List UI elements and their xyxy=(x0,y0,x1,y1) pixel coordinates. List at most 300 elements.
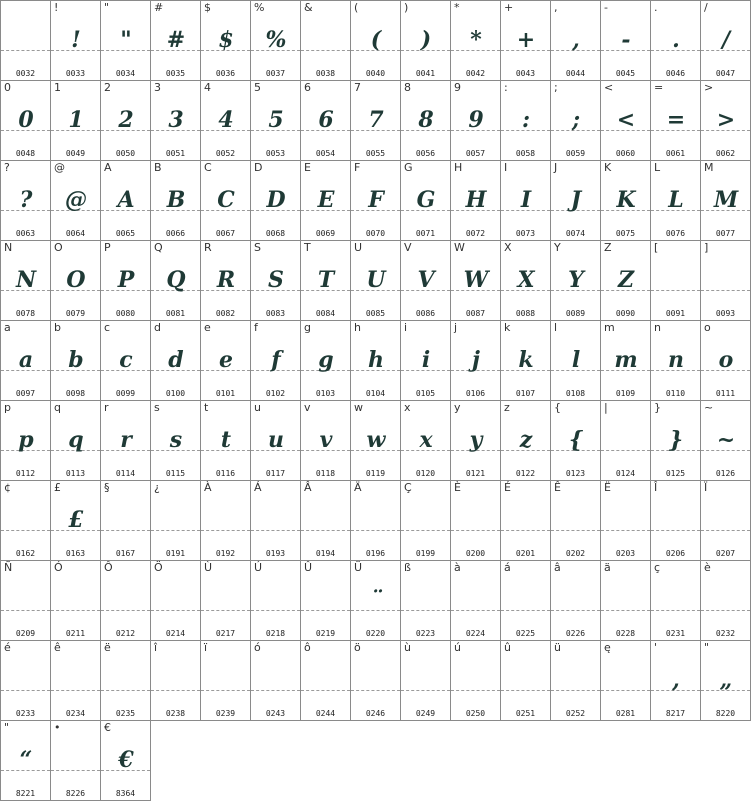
character-code: 0055 xyxy=(365,149,386,158)
character-code: 0167 xyxy=(115,549,136,558)
character-code: 0113 xyxy=(65,469,86,478)
reference-character: À xyxy=(204,481,212,494)
character-code: 0090 xyxy=(615,309,636,318)
glyph-cell xyxy=(501,81,551,161)
baseline-guide xyxy=(101,690,150,691)
reference-character: Ê xyxy=(554,481,561,494)
character-code: 0057 xyxy=(465,149,486,158)
glyph-cell xyxy=(651,81,701,161)
glyph-cell xyxy=(651,241,701,321)
font-glyph-sample: 2 xyxy=(118,107,133,133)
font-glyph-sample: S xyxy=(268,267,283,293)
baseline-guide xyxy=(451,690,500,691)
character-code: 0088 xyxy=(515,309,536,318)
reference-character: j xyxy=(454,321,458,334)
reference-character: L xyxy=(654,161,661,174)
font-glyph-sample: P xyxy=(117,267,134,293)
glyph-cell xyxy=(201,321,251,401)
font-glyph-sample: b xyxy=(68,347,83,373)
font-glyph-sample: £ xyxy=(68,507,83,533)
reference-character: Z xyxy=(604,241,612,254)
glyph-cell xyxy=(651,561,701,641)
reference-character: • xyxy=(54,721,61,734)
font-glyph-sample: Q xyxy=(166,267,185,293)
glyph-cell xyxy=(151,641,201,721)
glyph-cell xyxy=(351,241,401,321)
character-code: 0047 xyxy=(715,69,736,78)
reference-character: Ü xyxy=(354,561,363,574)
font-glyph-sample: K xyxy=(616,187,635,213)
glyph-cell xyxy=(451,241,501,321)
baseline-guide xyxy=(701,610,750,611)
reference-character: € xyxy=(104,721,111,734)
character-code: 8364 xyxy=(115,789,136,798)
glyph-cell xyxy=(51,721,101,801)
baseline-guide xyxy=(701,290,750,291)
reference-character: Î xyxy=(654,481,658,494)
character-code: 0217 xyxy=(215,629,236,638)
glyph-cell xyxy=(201,1,251,81)
font-glyph-sample: / xyxy=(721,27,730,53)
baseline-guide xyxy=(601,690,650,691)
character-code: 0220 xyxy=(365,629,386,638)
font-glyph-sample: < xyxy=(616,107,635,133)
glyph-cell xyxy=(601,641,651,721)
glyph-cell xyxy=(701,481,751,561)
baseline-guide xyxy=(601,530,650,531)
reference-character: ä xyxy=(604,561,611,574)
glyph-cell xyxy=(401,321,451,401)
glyph-cell xyxy=(651,1,701,81)
baseline-guide xyxy=(51,690,100,691)
font-glyph-sample: M xyxy=(713,187,738,213)
character-code: 0074 xyxy=(565,229,586,238)
character-code: 0117 xyxy=(265,469,286,478)
reference-character: 1 xyxy=(54,81,61,94)
character-code: 0119 xyxy=(365,469,386,478)
glyph-cell xyxy=(301,321,351,401)
reference-character: R xyxy=(204,241,212,254)
glyph-cell xyxy=(1,241,51,321)
character-code: 0107 xyxy=(515,389,536,398)
character-code: 0104 xyxy=(365,389,386,398)
character-code: 0109 xyxy=(615,389,636,398)
glyph-cell xyxy=(601,161,651,241)
reference-character: @ xyxy=(54,161,65,174)
reference-character: Ô xyxy=(104,561,113,574)
baseline-guide xyxy=(651,290,700,291)
character-code: 0206 xyxy=(665,549,686,558)
character-code: 0032 xyxy=(15,69,36,78)
font-glyph-sample: 7 xyxy=(368,107,383,133)
character-code: 0223 xyxy=(415,629,436,638)
glyph-cell xyxy=(701,401,751,481)
glyph-cell xyxy=(351,401,401,481)
baseline-guide xyxy=(1,530,50,531)
glyph-cell xyxy=(351,161,401,241)
glyph-cell xyxy=(301,1,351,81)
baseline-guide xyxy=(451,530,500,531)
character-code: 0112 xyxy=(15,469,36,478)
reference-character: 0 xyxy=(4,81,11,94)
baseline-guide xyxy=(1,690,50,691)
glyph-cell xyxy=(51,321,101,401)
character-code: 0100 xyxy=(165,389,186,398)
character-code: 0199 xyxy=(415,549,436,558)
reference-character: Â xyxy=(304,481,312,494)
font-glyph-sample: 8 xyxy=(418,107,433,133)
character-code: 0081 xyxy=(165,309,186,318)
reference-character: ï xyxy=(204,641,208,654)
character-code: 0044 xyxy=(565,69,586,78)
reference-character: ó xyxy=(254,641,261,654)
reference-character: ) xyxy=(404,1,409,14)
reference-character: = xyxy=(654,81,664,94)
character-code: 0034 xyxy=(115,69,136,78)
character-code: 0163 xyxy=(65,549,86,558)
font-glyph-sample: W xyxy=(463,267,488,293)
character-code: 0202 xyxy=(565,549,586,558)
reference-character: C xyxy=(204,161,212,174)
glyph-cell xyxy=(651,481,701,561)
glyph-cell xyxy=(351,481,401,561)
glyph-cell xyxy=(401,241,451,321)
font-glyph-sample: “ xyxy=(19,747,32,773)
reference-character: m xyxy=(604,321,615,334)
glyph-cell xyxy=(201,481,251,561)
baseline-guide xyxy=(301,50,350,51)
font-glyph-sample: E xyxy=(317,187,334,213)
reference-character: Ó xyxy=(54,561,63,574)
character-code: 0116 xyxy=(215,469,236,478)
reference-character: p xyxy=(4,401,11,414)
reference-character: b xyxy=(54,321,61,334)
character-code: 0203 xyxy=(615,549,636,558)
reference-character: v xyxy=(304,401,311,414)
baseline-guide xyxy=(151,610,200,611)
baseline-guide xyxy=(1,610,50,611)
glyph-cell xyxy=(1,481,51,561)
character-code: 0063 xyxy=(15,229,36,238)
character-code: 0061 xyxy=(665,149,686,158)
character-code: 0219 xyxy=(315,629,336,638)
glyph-cell xyxy=(551,481,601,561)
baseline-guide xyxy=(501,530,550,531)
reference-character: Ö xyxy=(154,561,163,574)
baseline-guide xyxy=(201,690,250,691)
character-code: 0122 xyxy=(515,469,536,478)
font-glyph-sample: % xyxy=(265,27,286,53)
font-glyph-sample: r xyxy=(120,427,131,453)
reference-character: È xyxy=(454,481,461,494)
baseline-guide xyxy=(501,690,550,691)
font-glyph-sample: @ xyxy=(65,187,86,213)
character-code: 0252 xyxy=(565,709,586,718)
character-code: 0200 xyxy=(465,549,486,558)
glyph-cell xyxy=(301,241,351,321)
reference-character: G xyxy=(404,161,413,174)
reference-character: ê xyxy=(54,641,61,654)
character-code: 0118 xyxy=(315,469,336,478)
font-glyph-sample: U xyxy=(366,267,385,293)
font-glyph-sample: , xyxy=(572,27,579,53)
reference-character: f xyxy=(254,321,258,334)
font-glyph-sample: N xyxy=(15,267,36,293)
baseline-guide xyxy=(551,530,600,531)
glyph-cell xyxy=(251,561,301,641)
character-code: 0207 xyxy=(715,549,736,558)
glyph-cell xyxy=(701,321,751,401)
font-glyph-sample: 3 xyxy=(168,107,183,133)
font-glyph-sample: t xyxy=(220,427,231,453)
glyph-cell xyxy=(401,641,451,721)
character-code: 8226 xyxy=(65,789,86,798)
glyph-cell xyxy=(301,161,351,241)
character-code: 0099 xyxy=(115,389,136,398)
character-code: 0125 xyxy=(665,469,686,478)
character-code: 0067 xyxy=(215,229,236,238)
glyph-cell xyxy=(251,481,301,561)
font-glyph-sample: F xyxy=(368,187,383,213)
character-code: 0162 xyxy=(15,549,36,558)
font-glyph-sample: Y xyxy=(568,267,583,293)
font-glyph-sample: s xyxy=(169,427,182,453)
font-glyph-sample: J xyxy=(570,187,581,213)
reference-character: h xyxy=(354,321,361,334)
reference-character: ; xyxy=(554,81,558,94)
glyph-cell xyxy=(151,561,201,641)
character-code: 0050 xyxy=(115,149,136,158)
glyph-cell xyxy=(101,321,151,401)
reference-character: w xyxy=(354,401,363,414)
reference-character: 9 xyxy=(454,81,461,94)
font-glyph-sample: B xyxy=(166,187,185,213)
reference-character: E xyxy=(304,161,311,174)
reference-character: Á xyxy=(254,481,262,494)
font-glyph-sample: ; xyxy=(571,107,580,133)
character-code: 0080 xyxy=(115,309,136,318)
character-code: 0084 xyxy=(315,309,336,318)
character-code: 0040 xyxy=(365,69,386,78)
character-code: 0071 xyxy=(415,229,436,238)
reference-character: 2 xyxy=(104,81,111,94)
glyph-cell xyxy=(101,1,151,81)
reference-character: S xyxy=(254,241,261,254)
character-code: 0043 xyxy=(515,69,536,78)
glyph-cell xyxy=(401,481,451,561)
glyph-cell xyxy=(51,1,101,81)
character-code: 0033 xyxy=(65,69,86,78)
reference-character: ô xyxy=(304,641,311,654)
glyph-cell xyxy=(101,721,151,801)
glyph-cell xyxy=(451,321,501,401)
reference-character: â xyxy=(554,561,561,574)
glyph-cell xyxy=(551,321,601,401)
character-code: 0058 xyxy=(515,149,536,158)
character-code: 0193 xyxy=(265,549,286,558)
character-code: 0214 xyxy=(165,629,186,638)
font-glyph-sample: V xyxy=(417,267,434,293)
reference-character: F xyxy=(354,161,361,174)
reference-character: $ xyxy=(204,1,211,14)
glyph-cell xyxy=(601,241,651,321)
glyph-cell xyxy=(251,81,301,161)
glyph-cell xyxy=(651,161,701,241)
font-glyph-sample: n xyxy=(668,347,683,373)
character-code: 0110 xyxy=(665,389,686,398)
font-glyph-sample: w xyxy=(366,427,385,453)
glyph-cell xyxy=(551,561,601,641)
character-code: 0239 xyxy=(215,709,236,718)
glyph-cell xyxy=(401,81,451,161)
character-code: 8221 xyxy=(15,789,36,798)
character-code: 0053 xyxy=(265,149,286,158)
baseline-guide xyxy=(51,610,100,611)
glyph-cell xyxy=(451,641,501,721)
baseline-guide xyxy=(151,690,200,691)
character-code: 0037 xyxy=(265,69,286,78)
reference-character: 3 xyxy=(154,81,161,94)
character-code: 0038 xyxy=(315,69,336,78)
glyph-cell xyxy=(101,641,151,721)
font-glyph-sample: . xyxy=(672,27,679,53)
reference-character: U xyxy=(354,241,363,254)
character-code: 0065 xyxy=(115,229,136,238)
glyph-cell xyxy=(351,81,401,161)
glyph-cell xyxy=(601,561,651,641)
font-glyph-sample: l xyxy=(571,347,580,373)
character-code: 0068 xyxy=(265,229,286,238)
reference-character: + xyxy=(504,1,514,14)
reference-character: : xyxy=(504,81,508,94)
font-glyph-sample: v xyxy=(319,427,332,453)
glyph-cell xyxy=(601,1,651,81)
reference-character: u xyxy=(254,401,261,414)
glyph-cell xyxy=(601,321,651,401)
character-code: 0231 xyxy=(665,629,686,638)
reference-character: , xyxy=(554,1,558,14)
glyph-cell xyxy=(401,1,451,81)
font-glyph-sample: 0 xyxy=(18,107,33,133)
glyph-cell xyxy=(501,561,551,641)
reference-character: T xyxy=(304,241,311,254)
baseline-guide xyxy=(301,610,350,611)
glyph-cell xyxy=(351,641,401,721)
character-code: 0224 xyxy=(465,629,486,638)
reference-character: " xyxy=(104,1,110,14)
reference-character: H xyxy=(454,161,463,174)
character-code: 0103 xyxy=(315,389,336,398)
reference-character: s xyxy=(154,401,160,414)
reference-character: W xyxy=(454,241,465,254)
glyph-cell xyxy=(651,321,701,401)
baseline-guide xyxy=(351,530,400,531)
reference-character: B xyxy=(154,161,162,174)
glyph-cell xyxy=(1,321,51,401)
baseline-guide xyxy=(301,530,350,531)
glyph-cell xyxy=(51,161,101,241)
reference-character: t xyxy=(204,401,209,414)
font-glyph-sample: C xyxy=(217,187,234,213)
baseline-guide xyxy=(251,610,300,611)
font-glyph-sample: k xyxy=(518,347,533,373)
character-code: 0106 xyxy=(465,389,486,398)
glyph-cell xyxy=(151,1,201,81)
reference-character: q xyxy=(54,401,61,414)
character-code: 0105 xyxy=(415,389,436,398)
character-code: 0069 xyxy=(315,229,336,238)
character-code: 0060 xyxy=(615,149,636,158)
baseline-guide xyxy=(51,770,100,771)
glyph-cell xyxy=(1,561,51,641)
baseline-guide xyxy=(201,610,250,611)
font-glyph-sample: € xyxy=(118,747,133,773)
glyph-cell xyxy=(701,81,751,161)
baseline-guide xyxy=(301,690,350,691)
character-code: 0098 xyxy=(65,389,86,398)
character-code: 8217 xyxy=(665,709,686,718)
reference-character: Ù xyxy=(204,561,213,574)
font-glyph-sample: * xyxy=(470,27,481,53)
character-code: 0035 xyxy=(165,69,186,78)
reference-character: ü xyxy=(554,641,561,654)
reference-character: o xyxy=(704,321,711,334)
character-code: 0051 xyxy=(165,149,186,158)
glyph-cell xyxy=(51,241,101,321)
baseline-guide xyxy=(451,610,500,611)
glyph-cell xyxy=(51,641,101,721)
font-glyph-sample: Z xyxy=(617,267,634,293)
baseline-guide xyxy=(401,690,450,691)
font-glyph-sample: = xyxy=(666,107,685,133)
reference-character: J xyxy=(554,161,558,174)
character-code: 0108 xyxy=(565,389,586,398)
reference-character: N xyxy=(4,241,13,254)
reference-character: O xyxy=(54,241,63,254)
glyph-cell xyxy=(301,561,351,641)
reference-character: É xyxy=(504,481,511,494)
font-glyph-sample: q xyxy=(68,427,83,453)
glyph-cell xyxy=(501,161,551,241)
character-code: 0115 xyxy=(165,469,186,478)
glyph-cell xyxy=(451,1,501,81)
font-glyph-sample: { xyxy=(568,427,583,453)
glyph-cell xyxy=(51,561,101,641)
font-glyph-sample: j xyxy=(472,347,479,373)
font-glyph-sample: ( xyxy=(370,27,381,53)
baseline-guide xyxy=(401,610,450,611)
reference-character: § xyxy=(104,481,110,494)
character-code: 0078 xyxy=(15,309,36,318)
character-code: 0235 xyxy=(115,709,136,718)
character-code: 0192 xyxy=(215,549,236,558)
character-code: 0041 xyxy=(415,69,436,78)
character-code: 0124 xyxy=(615,469,636,478)
character-code: 0083 xyxy=(265,309,286,318)
reference-character: Ï xyxy=(704,481,708,494)
character-code: 0077 xyxy=(715,229,736,238)
glyph-cell xyxy=(501,401,551,481)
character-code: 0238 xyxy=(165,709,186,718)
font-glyph-sample: a xyxy=(18,347,33,373)
glyph-cell xyxy=(301,641,351,721)
glyph-cell xyxy=(701,161,751,241)
font-glyph-sample: L xyxy=(668,187,683,213)
reference-character: e xyxy=(204,321,211,334)
font-glyph-sample: + xyxy=(516,27,535,53)
baseline-guide xyxy=(151,530,200,531)
font-glyph-sample: 9 xyxy=(468,107,483,133)
